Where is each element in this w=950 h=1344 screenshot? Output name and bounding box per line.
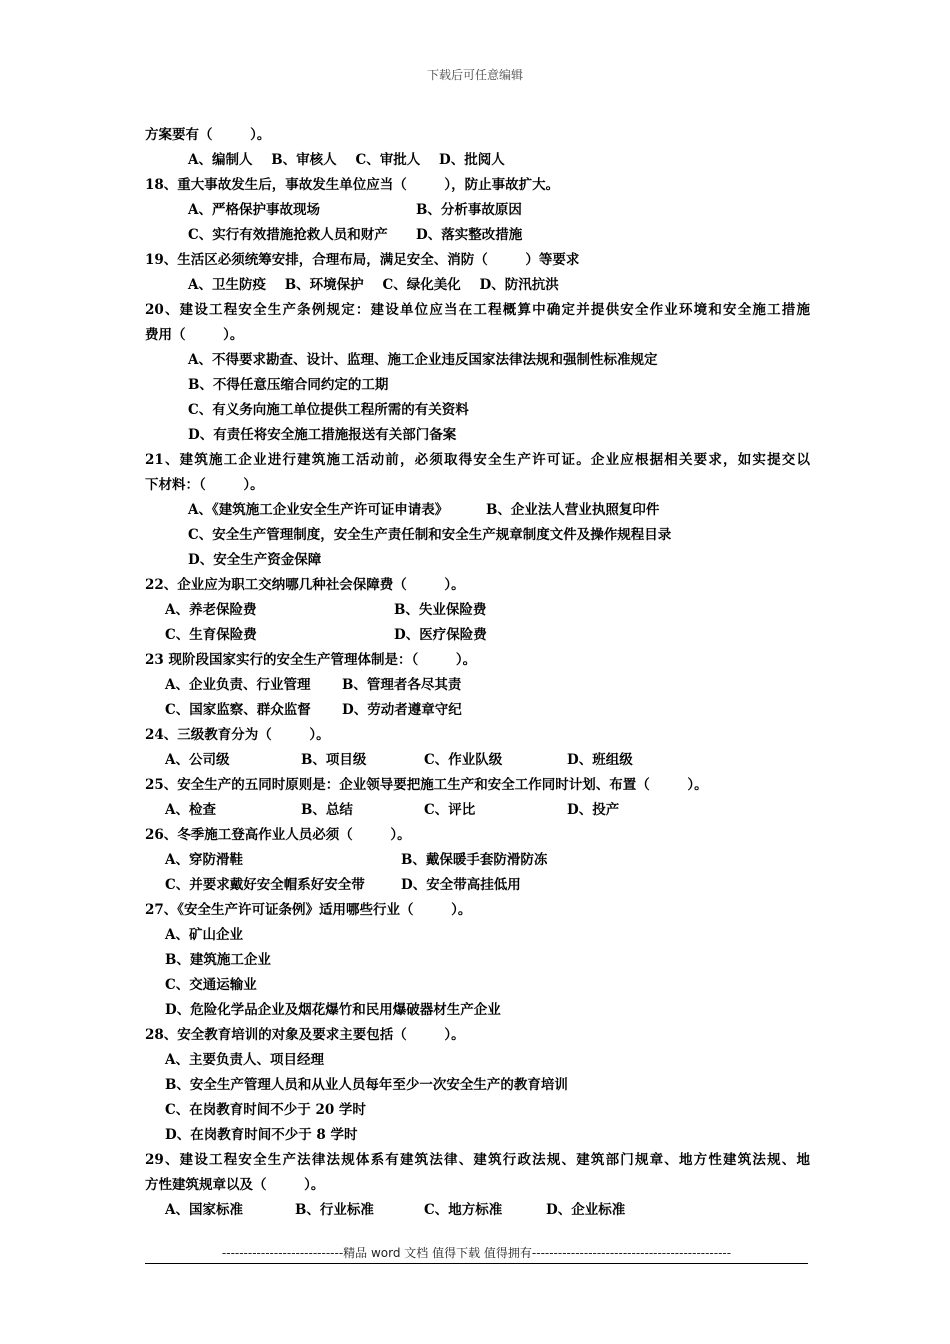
option-d: D、医疗保险费 — [394, 627, 487, 643]
question-27: 27、《安全生产许可证条例》适用哪些行业（ ）。 — [145, 902, 472, 918]
options-line — [145, 1198, 810, 1223]
option-b: B、企业法人营业执照复印件 — [486, 502, 660, 518]
option-c: C、评比 — [424, 802, 476, 818]
option-b: B、安全生产管理人员和从业人员每年至少一次安全生产的教育培训 — [165, 1077, 568, 1093]
question-21: 21、建筑施工企业进行建筑施工活动前，必须取得安全生产许可证。企业应根据相关要求，如实提交以 — [145, 452, 810, 468]
page-footer: ----------------------------精品 word 文档 值得下载 值得拥有---------------------------------------------- — [221, 1246, 732, 1260]
option-d: D、企业标准 — [546, 1202, 626, 1218]
options-line — [145, 198, 810, 223]
option-b: B、分析事故原因 — [416, 202, 522, 218]
question-22: 22、企业应为职工交纳哪几种社会保障费（ ）。 — [145, 577, 465, 593]
document-body — [145, 123, 810, 1223]
question-stem: 方案要有（ ）。 — [145, 127, 271, 143]
option-a: A、检查 — [165, 802, 216, 818]
option-d: D、在岗教育时间不少于 8 学时 — [165, 1127, 358, 1143]
option-d: D、安全带高挂低用 — [401, 877, 521, 893]
question-20-cont: 费用（ ）。 — [145, 327, 244, 343]
options-line — [145, 873, 810, 898]
option-d: D、安全生产资金保障 — [188, 552, 322, 568]
options-line — [145, 848, 810, 873]
option-c: C、地方标准 — [424, 1202, 503, 1218]
option-d: D、投产 — [567, 802, 620, 818]
option-d: D、有责任将安全施工措施报送有关部门备案 — [188, 427, 457, 443]
question-29-cont: 方性建筑规章以及（ ）。 — [145, 1177, 325, 1193]
options-line — [145, 748, 810, 773]
options-line — [145, 598, 810, 623]
options-line: A、编制人 B、审核人 C、审批人 D、批阅人 — [188, 152, 505, 168]
question-24: 24、三级教育分为（ ）。 — [145, 727, 330, 743]
option-a: A、不得要求勘查、设计、监理、施工企业违反国家法律法规和强制性标准规定 — [188, 352, 658, 368]
option-c: C、作业队级 — [424, 752, 503, 768]
option-a: A、养老保险费 — [165, 602, 257, 618]
options-line — [145, 223, 810, 248]
option-b: B、不得任意压缩合同约定的工期 — [188, 377, 389, 393]
question-19: 19、生活区必须统筹安排，合理布局，满足安全、消防（ ）等要求 — [145, 252, 580, 268]
option-c: C、国家监察、群众监督 — [165, 702, 311, 718]
option-b: B、项目级 — [301, 752, 367, 768]
question-26: 26、冬季施工登高作业人员必须（ ）。 — [145, 827, 411, 843]
options-line — [145, 498, 810, 523]
question-21-cont: 下材料：（ ）。 — [145, 477, 264, 493]
option-d: D、劳动者遵章守纪 — [342, 702, 462, 718]
option-a: A、《建筑施工企业安全生产许可证申请表》 — [188, 502, 449, 518]
option-c: C、有义务向施工单位提供工程所需的有关资料 — [188, 402, 469, 418]
options-line — [145, 698, 810, 723]
option-d: D、落实整改措施 — [416, 227, 523, 243]
question-23: 23 现阶段国家实行的安全生产管理体制是：（ ）。 — [145, 652, 477, 668]
option-d: D、危险化学品企业及烟花爆竹和民用爆破器材生产企业 — [165, 1002, 501, 1018]
options-line — [145, 673, 810, 698]
option-c: C、并要求戴好安全帽系好安全带 — [165, 877, 365, 893]
option-d: D、班组级 — [567, 752, 633, 768]
option-c: C、生育保险费 — [165, 627, 257, 643]
option-b: B、管理者各尽其责 — [342, 677, 462, 693]
option-b: B、建筑施工企业 — [165, 952, 271, 968]
option-b: B、失业保险费 — [394, 602, 487, 618]
option-a: A、矿山企业 — [165, 927, 243, 943]
question-29: 29、建设工程安全生产法律法规体系有建筑法律、建筑行政法规、建筑部门规章、地方性建筑法规、地 — [145, 1152, 810, 1168]
option-c: C、安全生产管理制度，安全生产责任制和安全生产规章制度文件及操作规程目录 — [188, 527, 672, 543]
question-25: 25、安全生产的五同时原则是：企业领导要把施工生产和安全工作同时计划、布置（ ）。 — [145, 777, 708, 793]
option-c: C、实行有效措施抢救人员和财产 — [188, 227, 388, 243]
question-20: 20、建设工程安全生产条例规定：建设单位应当在工程概算中确定并提供安全作业环境和安全施工措施 — [145, 302, 810, 318]
option-c: C、在岗教育时间不少于 20 学时 — [165, 1102, 366, 1118]
option-a: A、穿防滑鞋 — [165, 852, 243, 868]
options-line — [145, 623, 810, 648]
options-line: A、卫生防疫 B、环境保护 C、绿化美化 D、防汛抗洪 — [188, 277, 559, 293]
page-header: 下载后可任意编辑 — [426, 68, 523, 82]
option-b: B、总结 — [301, 802, 353, 818]
option-b: B、戴保暖手套防滑防冻 — [401, 852, 548, 868]
footer-divider — [145, 1263, 808, 1264]
option-a: A、企业负责、行业管理 — [165, 677, 311, 693]
option-a: A、主要负责人、项目经理 — [165, 1052, 324, 1068]
option-a: A、公司级 — [165, 752, 230, 768]
question-18: 18、重大事故发生后，事故发生单位应当（ ），防止事故扩大。 — [145, 177, 560, 193]
option-a: A、国家标准 — [165, 1202, 243, 1218]
option-a: A、严格保护事故现场 — [188, 202, 320, 218]
question-28: 28、安全教育培训的对象及要求主要包括（ ）。 — [145, 1027, 465, 1043]
option-b: B、行业标准 — [295, 1202, 374, 1218]
option-c: C、交通运输业 — [165, 977, 257, 993]
options-line — [145, 798, 810, 823]
